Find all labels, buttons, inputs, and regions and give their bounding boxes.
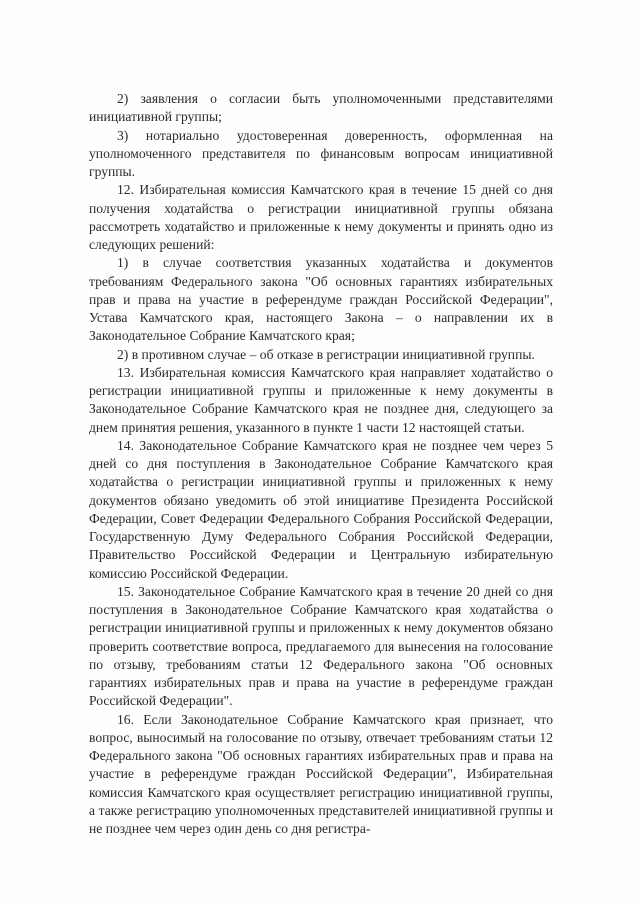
paragraph-part-15: 15. Законодательное Собрание Камчатского края в течение 20 дней со дня поступления в Законодательное Собрание Камчатского края ходатайства о регистрации инициативной группы и приложенных к нему документов обязано проверить соответствие вопроса, предлагаемого для вынесения на голосование по отзыву, требованиям статьи 12 Федерального закона "Об основных гарантиях избирательных прав и права на участие в референдуме граждан Российской Федерации".: [89, 583, 553, 709]
paragraph-part-13: 13. Избирательная комиссия Камчатского края направляет ходатайство о регистрации инициативной группы и приложенные к нему документы в Законодательное Собрание Камчатского края не позднее дня, следующего за днем принятия решения, указанного в пункте 1 части 12 настоящей статьи.: [89, 364, 553, 435]
paragraph-part-16: 16. Если Законодательное Собрание Камчатского края признает, что вопрос, выносимый на голосование по отзыву, отвечает требованиям статьи 12 Федерального закона "Об основных гарантиях избирательных прав и права на участие в референдуме граждан Российской Федерации", Избирательная комиссия Камчатского края осуществляет регистрацию инициативной группы, а также регистрацию уполномоченных представителей инициативной группы и не позднее чем через один день со дня регистра-: [89, 711, 553, 836]
paragraph-part-14: 14. Законодательное Собрание Камчатского края не позднее чем через 5 дней со дня поступления в Законодательное Собрание Камчатского края ходатайства о регистрации инициативной группы и приложенных к нему документов обязано уведомить об этой инициативе Президента Российской Федерации, Совет Федерации Федерального Собрания Российской Федерации, Государственную Думу Федерального Собрания Российской Федерации, Правительство Российской Федерации и Центральную избирательную комиссию Российской Федерации.: [89, 437, 553, 581]
document-body: [89, 90, 553, 838]
paragraph-part-12-item-2: 2) в противном случае – об отказе в регистрации инициативной группы.: [117, 346, 535, 362]
paragraph-item-3-power-of-attorney: 3) нотариально удостоверенная доверенность, оформленная на уполномоченного представителя по финансовым вопросам инициативной группы.: [89, 127, 553, 179]
paragraph-item-2-statements: 2) заявления о согласии быть уполномоченными представителями инициативной группы;: [89, 91, 553, 125]
paragraph-part-12: 12. Избирательная комиссия Камчатского края в течение 15 дней со дня получения ходатайства о регистрации инициативной группы обязана рассмотреть ходатайство и приложенные к нему документы и принять одно из следующих решений:: [89, 182, 553, 252]
paragraph-part-12-item-1: 1) в случае соответствия указанных ходатайства и документов требованиям Федерального закона "Об основных гарантиях избирательных прав и права на участие в референдуме граждан Российской Федерации", Устава Камчатского края, настоящего Закона – о направлении их в Законодательное Собрание Камчатского края;: [89, 255, 553, 344]
